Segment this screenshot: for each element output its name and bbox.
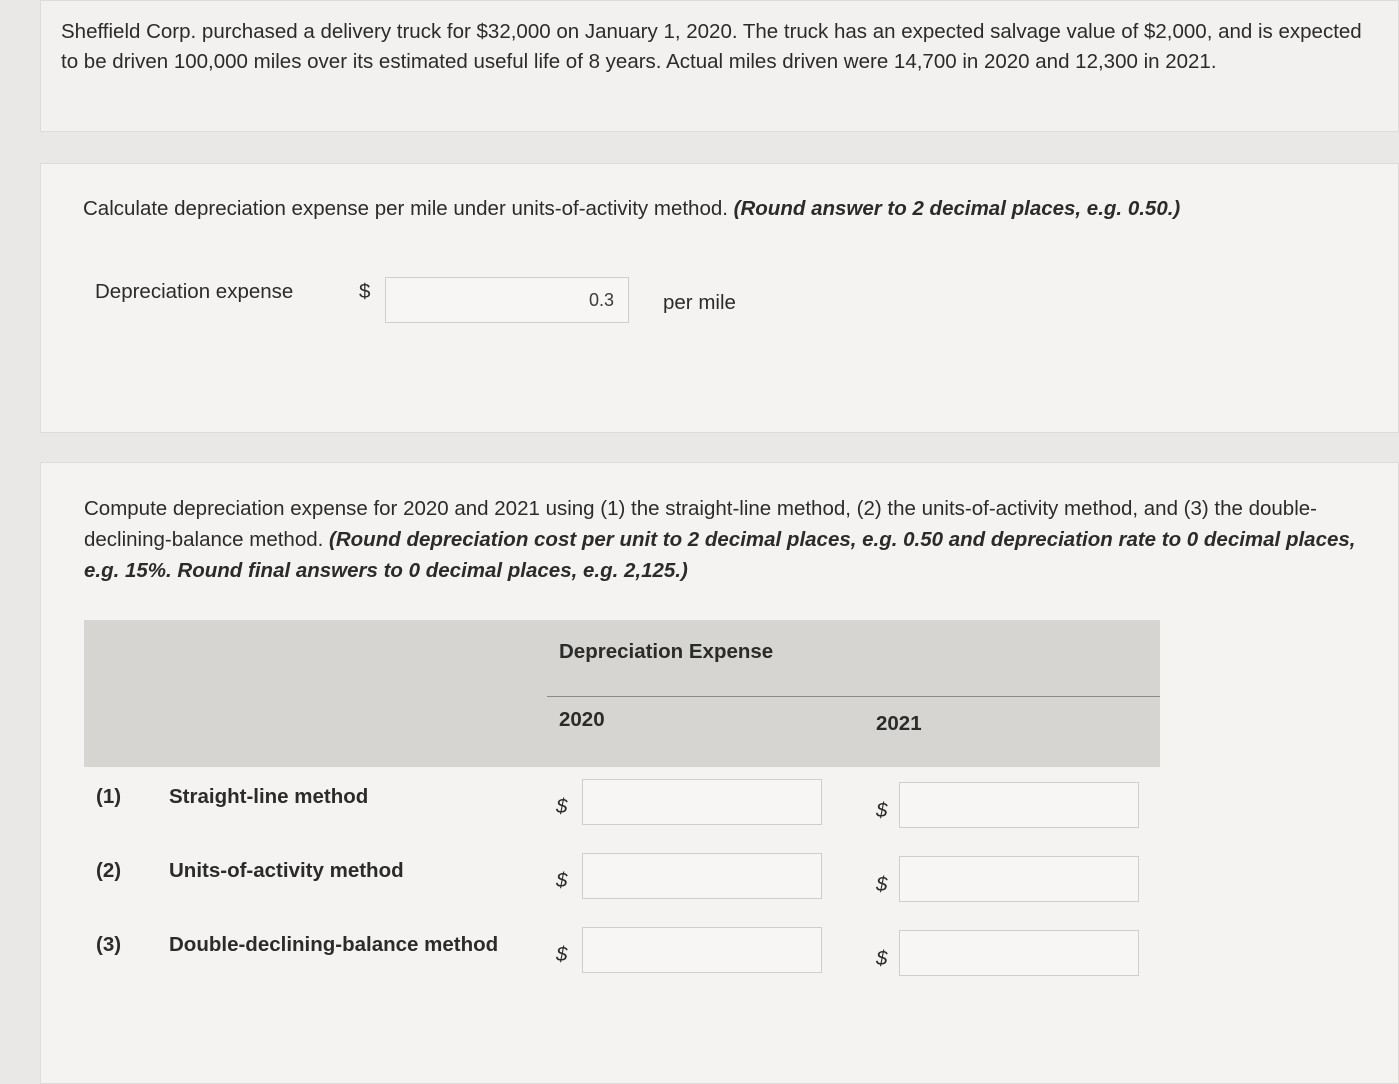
table-row-units-of-activity	[84, 853, 1160, 903]
column-header-2020: 2020	[559, 708, 605, 731]
part2-rounding-note: (Round depreciation cost per unit to 2 decimal places, e.g. 0.50 and depreciation rate to 0 decimal places, e.g. 15%. Round final answers to 0 decimal places, e.g. 2,125.)	[84, 528, 1356, 582]
currency-symbol: $	[556, 795, 568, 818]
units-of-activity-2020-input[interactable]	[582, 853, 822, 899]
problem-statement-text: Sheffield Corp. purchased a delivery truck for $32,000 on January 1, 2020. The truck has an expected salvage value of $2,000, and is expected to be driven 100,000 miles over its estimated useful life of 8 years. Actual miles driven were 14,700 in 2020 and 12,300 in 2021.	[61, 20, 1362, 73]
currency-symbol: $	[876, 873, 888, 896]
currency-symbol: $	[556, 869, 568, 892]
units-of-activity-2021-input[interactable]	[899, 856, 1139, 902]
depreciation-expense-label: Depreciation expense	[95, 280, 294, 303]
header-divider	[547, 696, 1160, 697]
table-row-double-declining-balance	[84, 927, 1160, 977]
depreciation-per-mile-input[interactable]	[385, 277, 629, 323]
straight-line-2021-input[interactable]	[899, 782, 1139, 828]
part1-instruction	[83, 194, 1343, 224]
double-declining-2021-input[interactable]	[899, 930, 1139, 976]
part1-rounding-note: (Round answer to 2 decimal places, e.g. 0.50.)	[733, 197, 1181, 220]
depreciation-table-header	[84, 620, 1160, 767]
row-label: Double-declining-balance method	[169, 933, 499, 956]
part2-instruction	[84, 493, 1359, 586]
row-number: (2)	[96, 859, 122, 882]
currency-symbol: $	[556, 943, 568, 966]
currency-symbol: $	[876, 947, 888, 970]
problem-statement-panel	[40, 0, 1399, 132]
column-header-2021: 2021	[876, 712, 922, 735]
row-number: (1)	[96, 785, 122, 808]
part1-instruction-text: Calculate depreciation expense per mile under units-of-activity method.	[83, 197, 728, 220]
row-label: Units-of-activity method	[169, 859, 404, 882]
currency-symbol: $	[359, 280, 371, 303]
per-mile-unit-label: per mile	[663, 291, 736, 314]
part1-panel	[40, 163, 1399, 433]
row-number: (3)	[96, 933, 122, 956]
currency-symbol: $	[876, 799, 888, 822]
part2-instruction-text: Compute depreciation expense for 2020 and 2021 using (1) the straight-line method, (2) the units-of-activity method, and (3) the double-declining-balance method.	[84, 497, 1317, 551]
double-declining-2020-input[interactable]	[582, 927, 822, 973]
straight-line-2020-input[interactable]	[582, 779, 822, 825]
row-label: Straight-line method	[169, 785, 369, 808]
part2-panel	[40, 462, 1399, 1084]
depreciation-expense-group-header: Depreciation Expense	[559, 640, 774, 663]
table-row-straight-line	[84, 779, 1160, 829]
